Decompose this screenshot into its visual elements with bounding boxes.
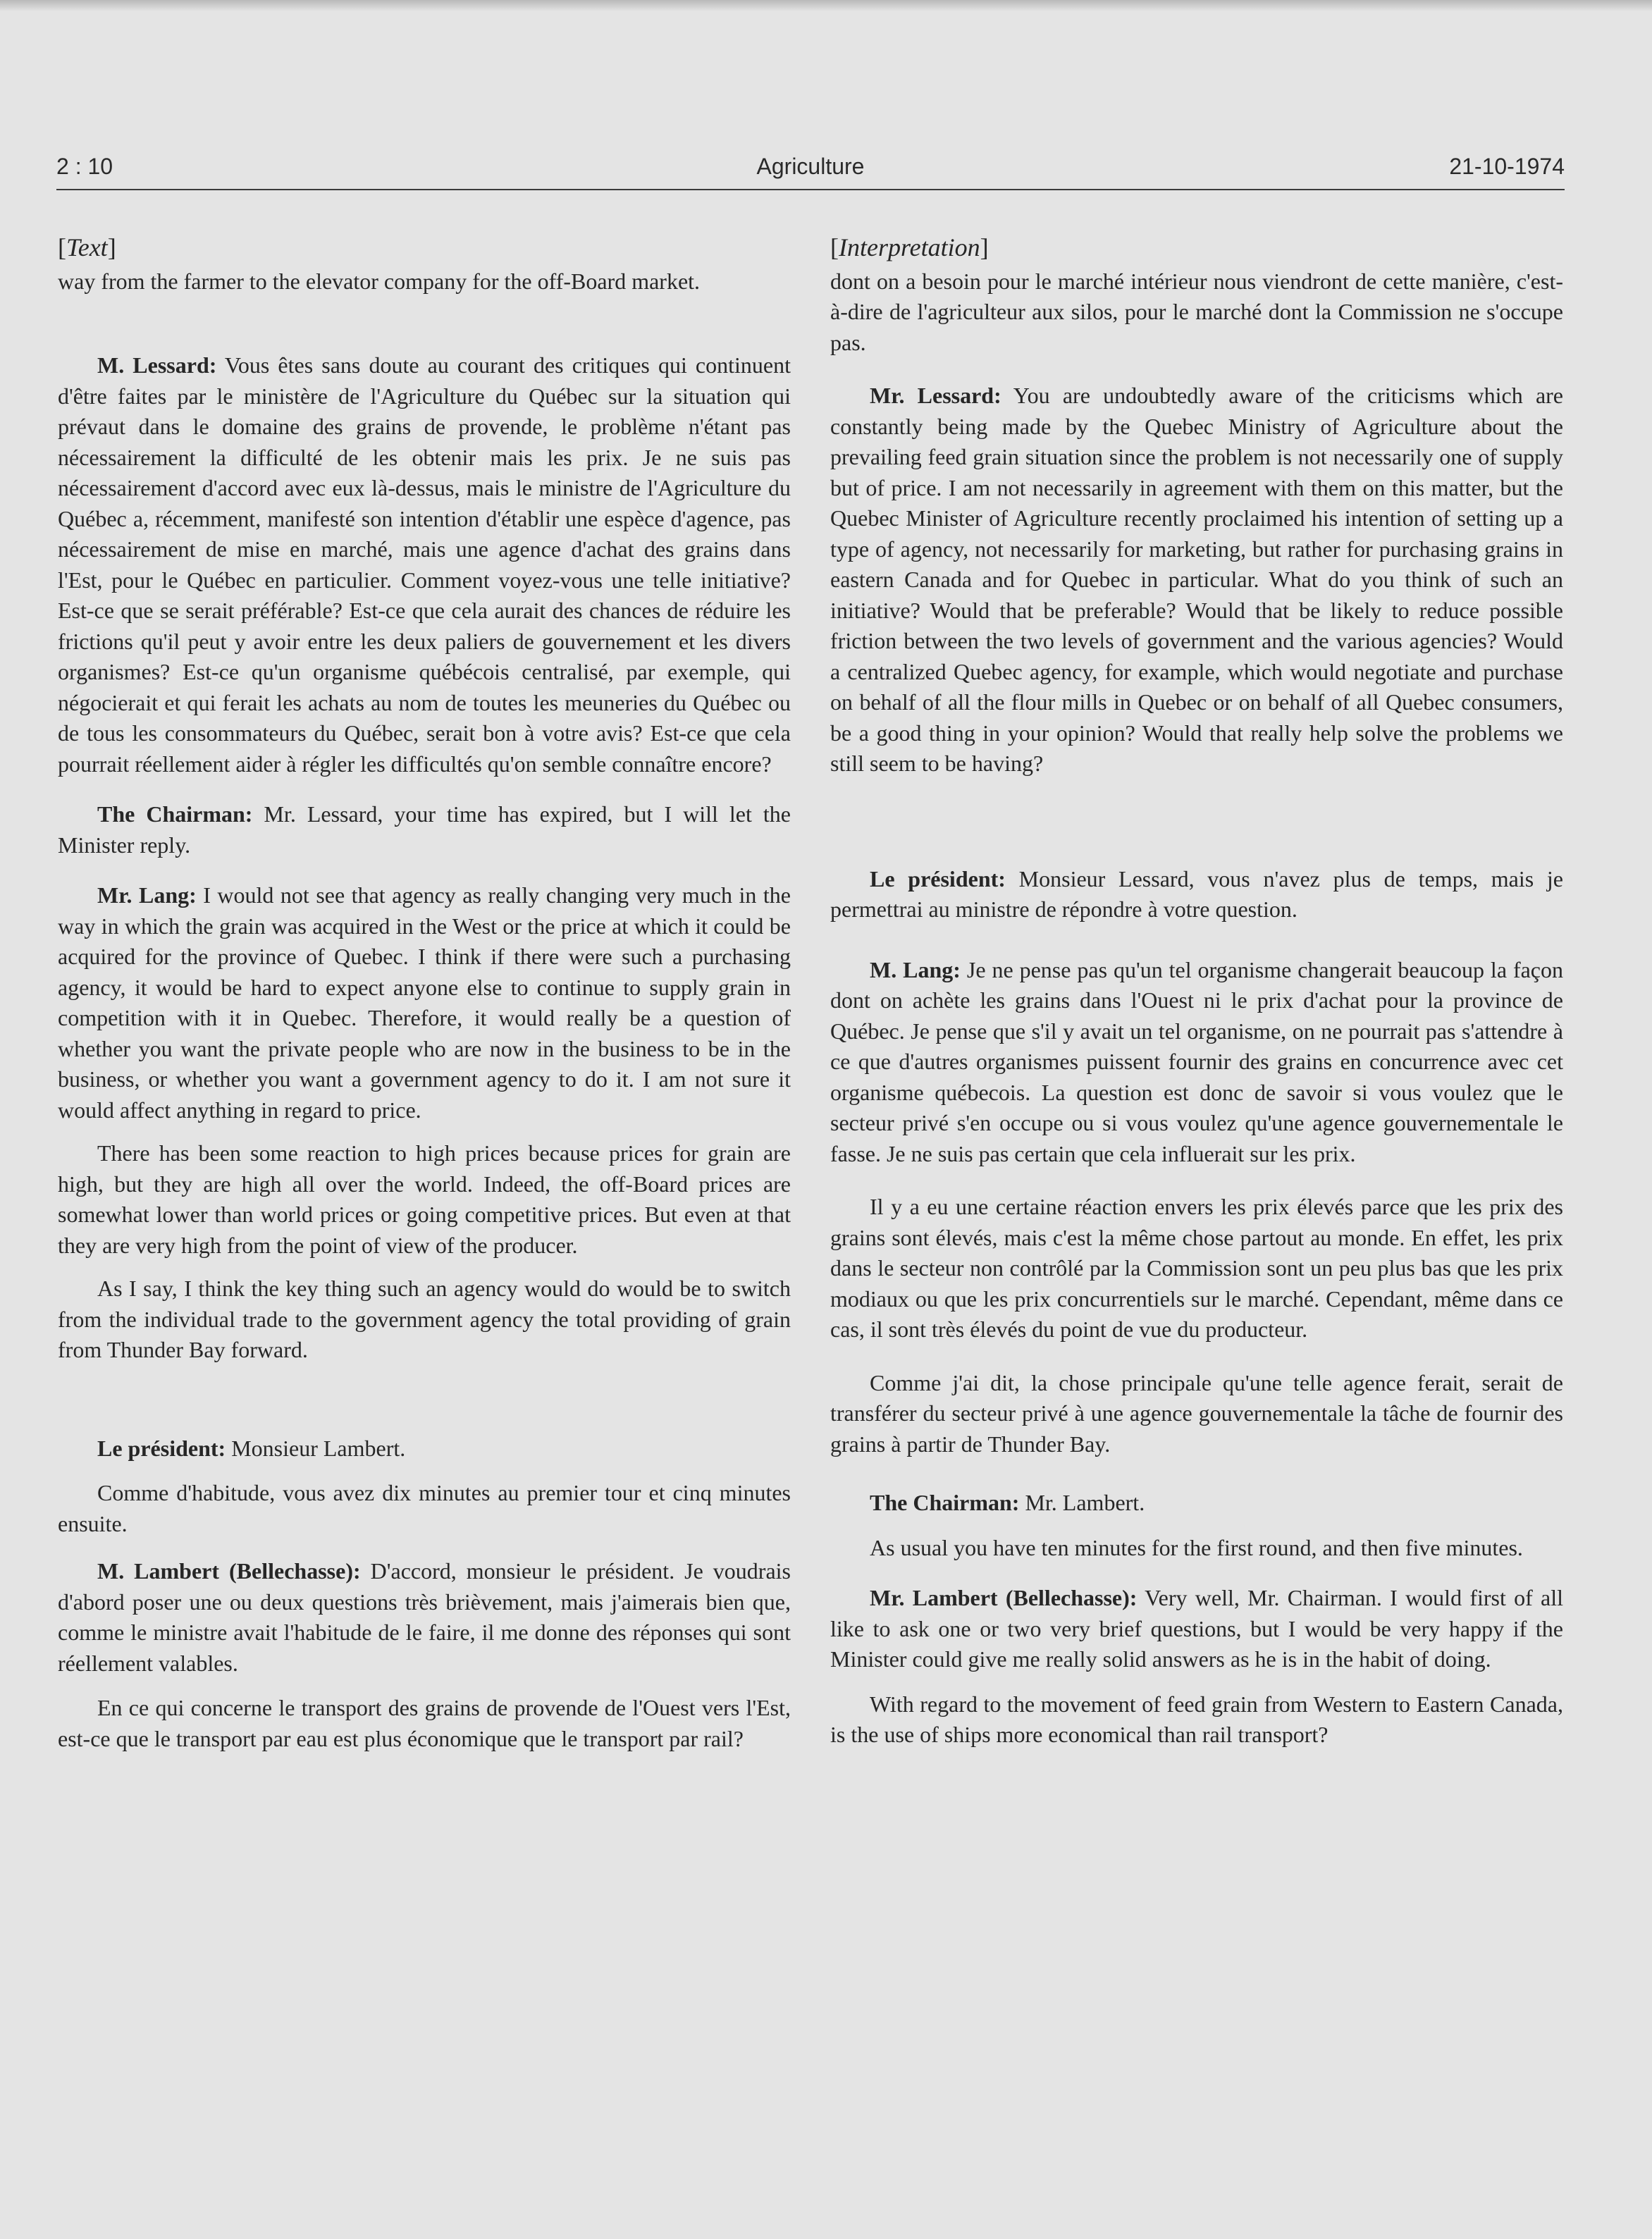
- paragraph: Mr. Lambert (Bellechasse): Very well, Mr. Chairman. I would first of all like to ask one or two very brief questions, but I would be very happy if the Minister could give me really solid answers as he is in the habit of doing.: [830, 1585, 1563, 1672]
- paragraph: Le président: Monsieur Lambert.: [97, 1435, 406, 1461]
- speaker-name: Mr. Lambert (Bellechasse):: [870, 1585, 1138, 1610]
- speaker-name: M. Lessard:: [97, 352, 217, 378]
- paragraph: M. Lessard: Vous êtes sans doute au courant des critiques qui continuent d'être faites par le ministère de l'Agriculture du Québec sur la situation qui prévaut dans le domaine des grains de provende, le problème n'étant pas nécessairement la difficulté de les obtenir mais les prix. Je ne suis pas nécessairement d'accord avec eux là-dessus, mais le ministre de l'Agriculture du Québec a, récemment, manifesté son intention d'établir une espèce d'agence, pas nécessairement de mise en marché, mais une agence d'achat des grains dans l'Est, pour le Québec en particulier. Comment voyez-vous une telle initiative? Est-ce que se serait préférable? Est-ce que cela aurait des chances de réduire les frictions qu'il peut y avoir entre les deux paliers de gouvernement et les divers organismes? Est-ce qu'un organisme québécois centralisé, par exemple, qui négocierait et qui ferait les achats au nom de toutes les meuneries du Québec ou de tous les consommateurs du Québec, serait bon à votre avis? Est-ce que cela pourrait réellement aider à régler les difficultés qu'on semble connaître encore?: [58, 352, 791, 777]
- column-label: [Text]: [58, 233, 116, 261]
- paragraph: Comme d'habitude, vous avez dix minutes au premier tour et cinq minutes ensuite.: [58, 1480, 791, 1536]
- speaker-name: M. Lambert (Bellechasse):: [97, 1558, 361, 1584]
- running-header: [56, 147, 1565, 190]
- column-label: [Interpretation]: [830, 233, 989, 261]
- paragraph: The Chairman: Mr. Lessard, your time has expired, but I will let the Minister reply.: [58, 801, 791, 858]
- paragraph: As I say, I think the key thing such an agency would do would be to switch from the individual trade to the government agency the total providing of grain from Thunder Bay forward.: [58, 1276, 791, 1362]
- header-date: 21-10-1974: [1449, 154, 1565, 179]
- speaker-name: Le président:: [97, 1435, 226, 1461]
- speaker-name: Mr. Lessard:: [870, 383, 1001, 408]
- paragraph: As usual you have ten minutes for the first round, and then five minutes.: [870, 1534, 1523, 1560]
- speaker-name: Mr. Lang:: [97, 882, 197, 908]
- paragraph: With regard to the movement of feed grain from Western to Eastern Canada, is the use of ships more economical than rail transport?: [830, 1691, 1563, 1747]
- paragraph: Mr. Lang: I would not see that agency as really changing very much in the way in which the grain was acquired in the West or the price at which it could be acquired for the province of Quebec. I think if there were such a purchasing agency, it would be hard to expect anyone else to continue to supply grain in competition with it in Quebec. Therefore, it would really be a question of whether you want the private people who are now in the business to be in the business, or whether you want a government agency to do it. I am not sure it would affect anything in regard to price.: [58, 882, 791, 1123]
- paragraph: There has been some reaction to high prices because prices for grain are high, but they are high all over the world. Indeed, the off-Board prices are somewhat lower than world prices or going competitive prices. But even at that they are very high from the point of view of the producer.: [58, 1140, 791, 1258]
- paragraph: Comme j'ai dit, la chose principale qu'une telle agence ferait, serait de transférer du secteur privé à une agence gouvernementale la tâche de fournir des grains à partir de Thunder Bay.: [830, 1369, 1563, 1457]
- paragraph: M. Lambert (Bellechasse): D'accord, monsieur le président. Je voudrais d'abord poser une ou deux questions très brièvement, mais j'aimerais bien que, comme le ministre avait l'habitude de le faire, il me donne des réponses qui sont réellement valables.: [58, 1558, 791, 1676]
- speaker-name: The Chairman:: [870, 1490, 1020, 1515]
- paragraph: M. Lang: Je ne pense pas qu'un tel organisme changerait beaucoup la façon dont on achète les grains dans l'Ouest ni le prix d'achat pour la province de Québec. Je pense que s'il y avait un tel organisme, on ne pourrait pas s'attendre à ce que d'autres organismes puissent fournir des grains en concurrence avec cet organisme québecois. La question est donc de savoir si vous voulez que le secteur privé s'en occupe ou si vous voulez qu'une agence gouvernementale le fasse. Je ne suis pas certain que cela influerait sur les prix.: [830, 956, 1564, 1166]
- page-number: 2 : 10: [56, 154, 113, 179]
- paragraph: Il y a eu une certaine réaction envers les prix élevés parce que les prix des grains sont élevés, mais c'est la même chose partout au monde. En effet, les prix dans le secteur non contrôlé par la Commission sont un peu plus bas que les prix modiaux ou que les prix concurrentiels sur le marché. Cependant, même dans ce cas, il sont très élevés du point de vue du producteur.: [830, 1194, 1563, 1342]
- speaker-name: The Chairman:: [97, 801, 253, 827]
- text-column-right: [830, 233, 1563, 1751]
- paragraph: dont on a besoin pour le marché intérieur nous viendront de cette manière, c'est-à-dire de l'agriculteur aux silos, pour le marché dont la Commission ne s'occupe pas.: [830, 268, 1563, 355]
- paragraph: way from the farmer to the elevator company for the off-Board market.: [58, 268, 701, 294]
- paragraph: En ce qui concerne le transport des grains de provende de l'Ouest vers l'Est, est-ce que le transport par eau est plus économique que le transport par rail?: [58, 1695, 791, 1751]
- paragraph: Le président: Monsieur Lessard, vous n'avez plus de temps, mais je permettrai au ministre de répondre à votre question.: [830, 865, 1564, 922]
- page-edge: [0, 0, 1652, 11]
- paragraph: Mr. Lessard: You are undoubtedly aware of the criticisms which are constantly being made by the Quebec Ministry of Agriculture about the prevailing feed grain situation since the problem is not necessarily one of supply but of price. I am not necessarily in agreement with them on this matter, but the Quebec Minister of Agriculture recently proclaimed his intention of setting up a type of agency, not necessarily for marketing, but rather for purchasing grains in eastern Canada and for Quebec in particular. What do you think of such an initiative? Would that be preferable? Would that be likely to reduce possible friction between the two levels of government and the various agencies? Would a centralized Quebec agency, for example, which would negotiate and purchase on behalf of all the flour mills in Quebec or on behalf of all Quebec consumers, be a good thing in your opinion? Would that really help solve the problems we still seem to be having?: [830, 383, 1564, 776]
- text-column-left: [58, 233, 791, 1754]
- section-title: Agriculture: [756, 154, 865, 179]
- speaker-name: Le président:: [870, 865, 1006, 892]
- speaker-name: M. Lang:: [870, 956, 961, 982]
- paragraph: The Chairman: Mr. Lambert.: [870, 1490, 1145, 1515]
